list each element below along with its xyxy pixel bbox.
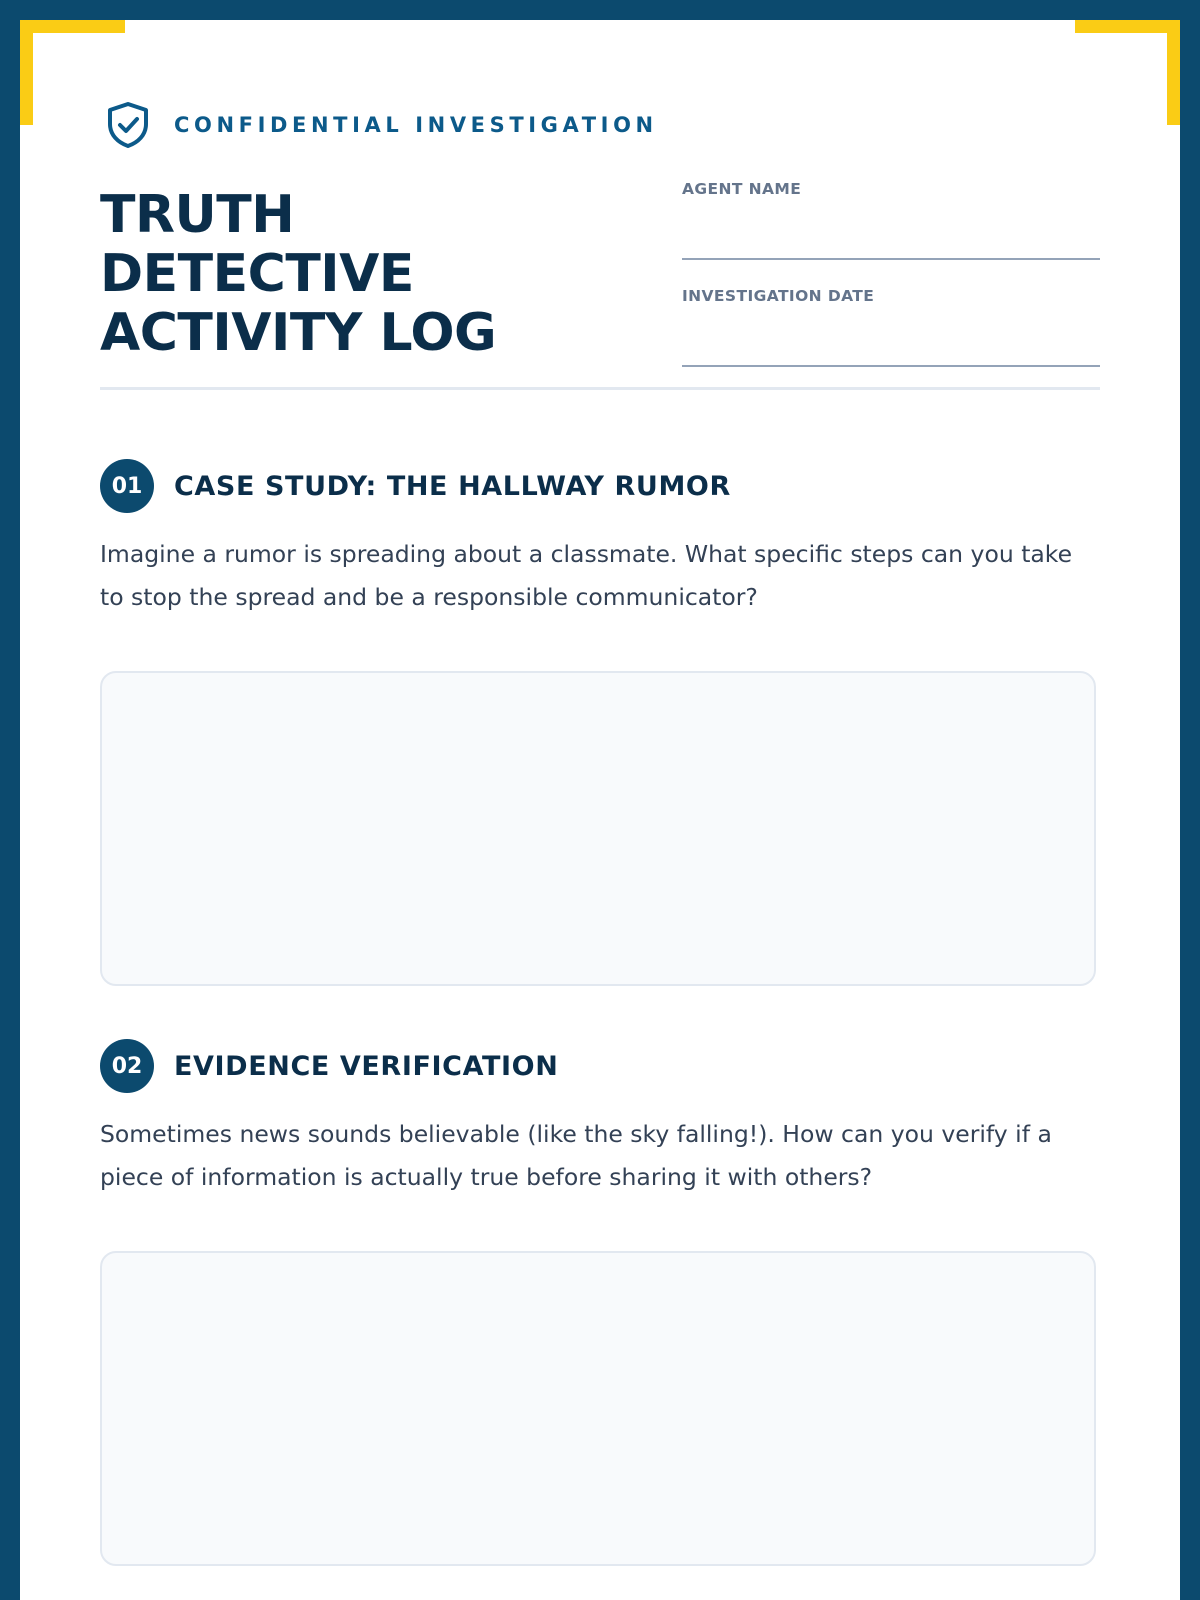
investigation-date-line[interactable] (682, 365, 1100, 367)
section-case-study (100, 459, 1100, 619)
agent-name-field[interactable] (682, 180, 1100, 287)
section-header (100, 1039, 1100, 1093)
section-prompt: Imagine a rumor is spreading about a classmate. What specific steps can you take to stop the spread and be a responsible communicator? (100, 540, 1073, 611)
section-number-badge: 01 (100, 459, 154, 513)
section-title: CASE STUDY: THE HALLWAY RUMOR (174, 470, 731, 502)
section-header (100, 459, 1100, 513)
answer-box[interactable] (100, 1251, 1096, 1566)
page-title-line: TRUTH (100, 185, 295, 245)
answer-box[interactable] (100, 671, 1096, 986)
eyebrow (100, 99, 658, 151)
header-divider (100, 387, 1100, 390)
investigation-date-label: INVESTIGATION DATE (682, 287, 875, 305)
section-title: EVIDENCE VERIFICATION (174, 1050, 559, 1082)
header-fields (682, 180, 1100, 394)
corner-accent-top-right (1075, 20, 1180, 125)
shield-check-icon (102, 99, 154, 151)
section-evidence-verification (100, 1039, 1100, 1199)
eyebrow-label: CONFIDENTIAL INVESTIGATION (174, 113, 658, 137)
agent-name-line[interactable] (682, 258, 1100, 260)
section-number-badge: 02 (100, 1039, 154, 1093)
page-title-line: DETECTIVE (100, 244, 414, 304)
agent-name-label: AGENT NAME (682, 180, 802, 198)
section-prompt: Sometimes news sounds believable (like the sky falling!). How can you verify if a piece of information is actually true before sharing it with others? (100, 1120, 1052, 1191)
page-title (100, 186, 496, 363)
investigation-date-field[interactable] (682, 287, 1100, 394)
page-title-line: ACTIVITY LOG (100, 303, 497, 363)
worksheet-page (20, 20, 1180, 1600)
